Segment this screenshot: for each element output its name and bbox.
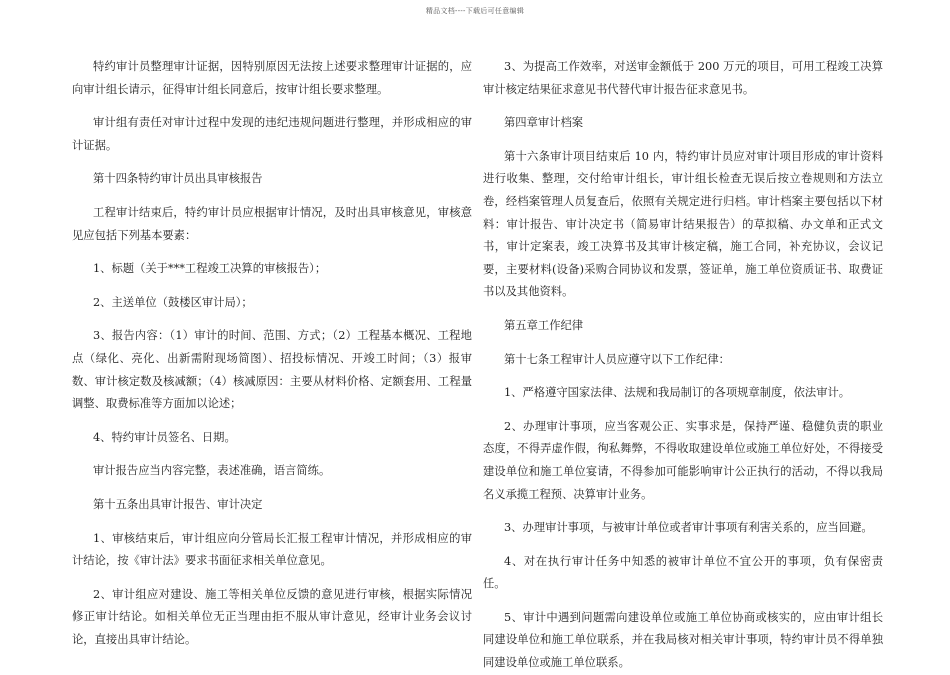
chapter-heading: 第四章审计档案 [504, 116, 584, 130]
list-item: 3、报告内容：（1）审计的时间、范围、方式；（2）工程基本概况、工程地点（绿化、亮化、出新需附现场简图）、招投标情况、开竣工时间；（3）报审数、审计核定数及核减额；（4）核减原因：主要从材料价格、定额套用、工程量调整、取费标准等方面加以论述； [72, 329, 472, 411]
right-column [483, 56, 883, 675]
list-item: 2、审计组应对建设、施工等相关单位反馈的意见进行审核，根据实际情况修正审计结论。如相关单位无正当理由拒不服从审计意见，经审计业务会议讨论，直接出具审计结论。 [72, 587, 472, 646]
section-heading: 第十七条工程审计人员应遵守以下工作纪律： [504, 352, 730, 366]
list-item: 2、办理审计事项，应当客观公正、实事求是，保持严谨、稳健负责的职业态度，不得弄虚作假，徇私舞弊，不得收取建设单位或施工单位好处，不得接受建设单位和施工单位宴请，不得参加可能影响审计公正执行的活动，不得以我局名义承揽工程预、决算审计业务。 [483, 419, 883, 501]
list-item: 2、主送单位（鼓楼区审计局）； [93, 295, 253, 309]
section-heading: 第十四条特约审计员出具审核报告 [93, 172, 263, 186]
paragraph: 工程审计结束后，特约审计员应根据审计情况，及时出具审核意见，审核意见应包括下列基本要素： [72, 205, 472, 242]
list-item: 1、标题（关于***工程竣工决算的审核报告）； [93, 262, 327, 276]
paragraph: 审计组有责任对审计过程中发现的违纪违规问题进行整理，并形成相应的审计证据。 [72, 116, 472, 152]
paragraph: 第十六条审计项目结束后 10 内，特约审计员应对审计项目形成的审计资料进行收集、整理，交付给审计组长，审计组长检查无误后按立卷规则和方法立卷，经档案管理人员复查后，依照有关规定进行归档。审计档案主要包括以下材料：审计报告、审计决定书（简易审计结果报告）的草拟稿、办文单和正式文书，审计定案表，竣工决算书及其审计核定稿，施工合同，补充协议，会议记要，主要材料(设备)采购合同协议和发票，签证单，施工单位资质证书、取费证书以及其他资料。 [483, 149, 883, 299]
paragraph: 审计报告应当内容完整，表述准确，语言简练。 [93, 464, 331, 478]
section-heading: 第十五条出具审计报告、审计决定 [93, 497, 263, 511]
list-item: 5、审计中遇到问题需向建设单位或施工单位协商或核实的，应由审计组长同建设单位和施工单位联系，并在我局核对相关审计事项，特约审计员不得单独同建设单位或施工单位联系。 [483, 610, 883, 670]
list-item: 1、审核结束后，审计组应向分管局长汇报工程审计情况，并形成相应的审计结论，按《审计法》要求书面征求相关单位意见。 [72, 531, 472, 568]
left-column [72, 56, 472, 651]
list-item: 3、为提高工作效率，对送审金额低于 200 万元的项目，可用工程竣工决算审计核定结果征求意见书代替代审计报告征求意见书。 [483, 60, 883, 96]
paragraph: 特约审计员整理审计证据，因特别原因无法按上述要求整理审计证据的，应向审计组长请示，征得审计组长同意后，按审计组长要求整理。 [72, 60, 472, 96]
list-item: 4、特约审计员签名、日期。 [93, 430, 236, 444]
list-item: 4、对在执行审计任务中知悉的被审计单位不宜公开的事项，负有保密责任。 [483, 554, 883, 591]
list-item: 1、严格遵守国家法律、法规和我局制订的各项规章制度，依法审计。 [504, 386, 851, 400]
page-header-note: 精品文档----下载后可任意编辑 [425, 7, 525, 15]
chapter-heading: 第五章工作纪律 [504, 318, 584, 332]
list-item: 3、办理审计事项，与被审计单位或者审计事项有利害关系的，应当回避。 [504, 521, 873, 535]
